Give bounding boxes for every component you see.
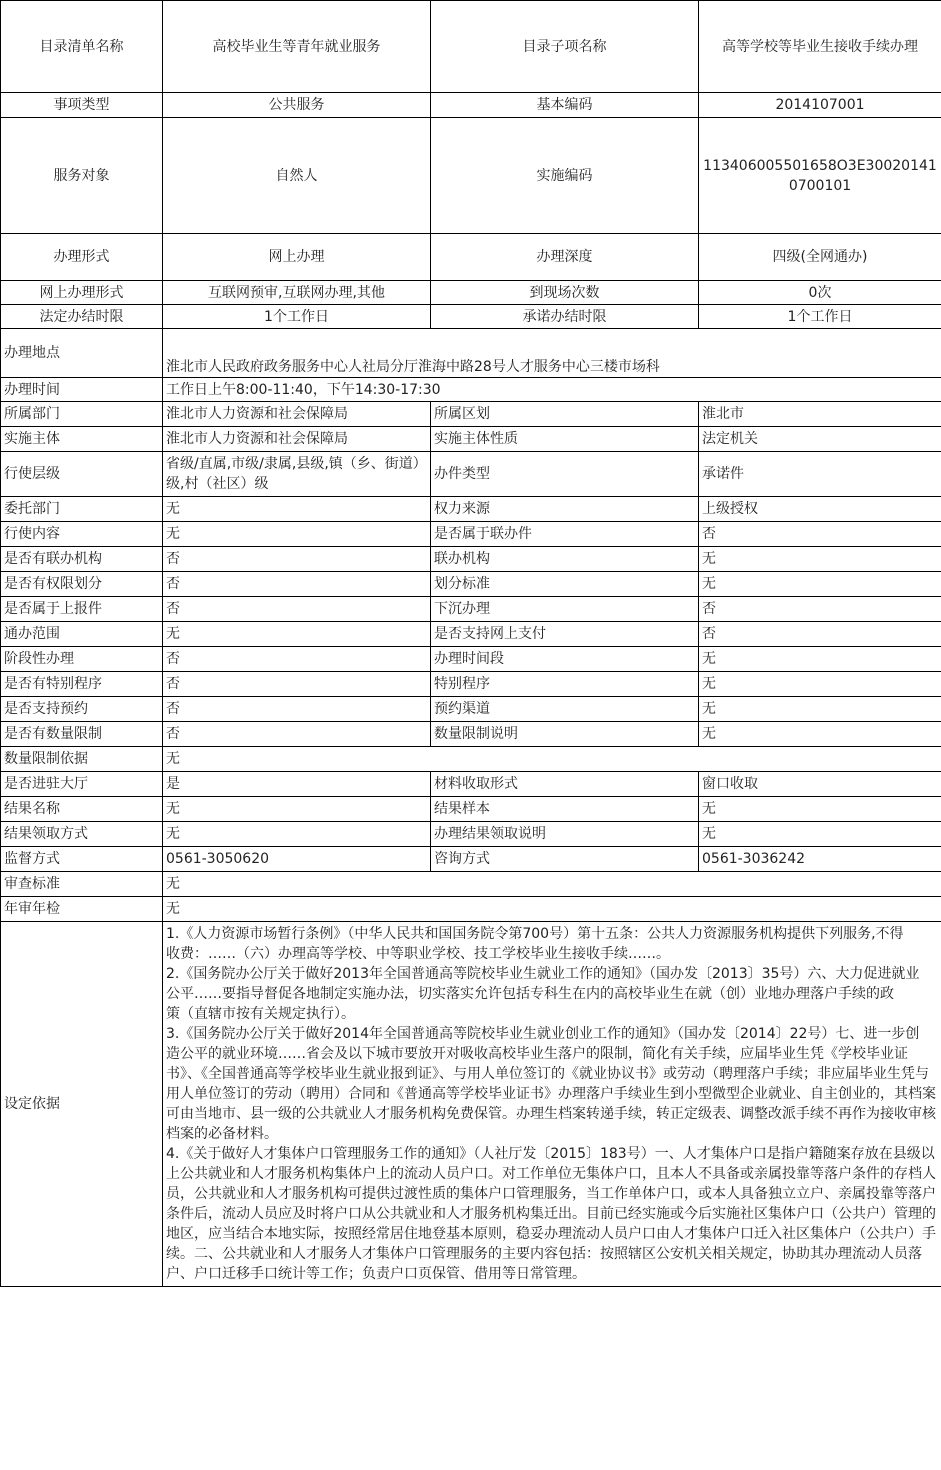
sub-item-name-value: 高等学校等毕业生接收手续办理 [699, 1, 941, 93]
field-label: 是否属于联办件 [431, 522, 699, 547]
onsite-visits-label: 到现场次数 [431, 281, 699, 305]
field-label: 是否进驻大厅 [1, 772, 163, 797]
implementation-code-value: 113406005501658О3E30020141 0700101 [699, 118, 941, 234]
table-row [1, 547, 941, 572]
field-label: 所属部门 [1, 402, 163, 427]
basis-paragraph: 1.《人力资源市场暂行条例》（中华人民共和国国务院令第700号）第十五条：公共人力资源服务机构提供下列服务,不得 [166, 926, 904, 942]
field-label: 数量限制说明 [431, 722, 699, 747]
table-row [1, 522, 941, 547]
field-label: 实施主体性质 [431, 427, 699, 452]
handling-depth-value: 四级(全网通办) [699, 234, 941, 281]
table-row [1, 597, 941, 622]
handling-form-value: 网上办理 [163, 234, 431, 281]
legal-basis-value [163, 922, 941, 1287]
sub-item-name-label: 目录子项名称 [431, 1, 699, 93]
field-value: 0561-3050620 [163, 847, 431, 872]
field-label: 实施主体 [1, 427, 163, 452]
table-row [1, 427, 941, 452]
basis-paragraph: 造公平的就业环境……省会及以下城市要放开对吸收高校毕业生落户的限制，简化有关手续，应届毕业生凭《学校毕业证书》、《全国普通高等学校毕业生就业报到证》、与用人单位签订的《就业协议书》或劳动（聘理落户手续；非应届毕业生凭与用人单位签订的劳动（聘用）合同和《普通高等学校毕业证书》办理落户手续业生到小型微型企业就业、自主创业的，其档案可由当地市、县一级的公共就业人才服务机构免费保管。办理生档案转递手续，转正定级表、调整改派手续不再作为接收审核档案的必备材料。 [166, 1046, 936, 1142]
item-type-label: 事项类型 [1, 93, 163, 118]
table-row [1, 672, 941, 697]
table-row [1, 872, 941, 897]
field-value: 否 [163, 697, 431, 722]
field-label: 权力来源 [431, 497, 699, 522]
review-standard-value: 无 [163, 872, 941, 897]
field-label: 是否支持预约 [1, 697, 163, 722]
field-label: 结果样本 [431, 797, 699, 822]
field-label: 预约渠道 [431, 697, 699, 722]
field-label: 阶段性办理 [1, 647, 163, 672]
promised-time-limit-value: 1个工作日 [699, 305, 941, 329]
field-value: 无 [699, 822, 941, 847]
basis-paragraph: 2.《国务院办公厅关于做好2013年全国普通高等院校毕业生就业工作的通知》（国办发〔2013〕35号）六、大力促进就业 [166, 966, 920, 982]
field-value: 否 [163, 722, 431, 747]
field-label: 特别程序 [431, 672, 699, 697]
field-label: 通办范围 [1, 622, 163, 647]
table-row [1, 822, 941, 847]
field-value: 否 [163, 547, 431, 572]
field-value: 无 [163, 822, 431, 847]
table-row [1, 93, 941, 118]
field-label: 结果领取方式 [1, 822, 163, 847]
basis-paragraph: 收费：……（六）办理高等学校、中等职业学校、技工学校毕业生接收手续……。 [166, 946, 670, 962]
field-value: 无 [699, 572, 941, 597]
table-row [1, 329, 941, 378]
handling-form-label: 办理形式 [1, 234, 163, 281]
service-target-value: 自然人 [163, 118, 431, 234]
basic-code-value: 2014107001 [699, 93, 941, 118]
field-label: 行使层级 [1, 452, 163, 497]
field-label: 所属区划 [431, 402, 699, 427]
legal-time-limit-value: 1个工作日 [163, 305, 431, 329]
field-label: 结果名称 [1, 797, 163, 822]
quota-basis-value: 无 [163, 747, 941, 772]
table-row [1, 497, 941, 522]
hours-value: 工作日上午8:00-11:40，下午14:30-17:30 [163, 378, 941, 402]
field-value: 无 [163, 522, 431, 547]
field-value: 无 [163, 797, 431, 822]
field-label: 办理结果领取说明 [431, 822, 699, 847]
field-value: 法定机关 [699, 427, 941, 452]
hours-label: 办理时间 [1, 378, 163, 402]
field-value: 否 [699, 622, 941, 647]
basis-paragraph: 公平……要指导督促各地制定实施办法，切实落实允许包括专科生在内的高校毕业生在就（创）业地办理落户手续的政 [166, 986, 894, 1002]
basis-paragraph: 3.《国务院办公厅关于做好2014年全国普通高等院校毕业生就业创业工作的通知》（国办发〔2014〕22号）七、进一步创 [166, 1026, 920, 1042]
table-row [1, 281, 941, 305]
field-label: 办件类型 [431, 452, 699, 497]
online-form-label: 网上办理形式 [1, 281, 163, 305]
table-row [1, 847, 941, 872]
basis-paragraph: 策（直辖市按有关规定执行）。 [166, 1006, 355, 1022]
field-label: 办理时间段 [431, 647, 699, 672]
field-value: 无 [699, 797, 941, 822]
field-value: 否 [163, 672, 431, 697]
field-label: 行使内容 [1, 522, 163, 547]
promised-time-limit-label: 承诺办结时限 [431, 305, 699, 329]
field-label: 是否有数量限制 [1, 722, 163, 747]
field-label: 联办机构 [431, 547, 699, 572]
field-label: 监督方式 [1, 847, 163, 872]
table-row [1, 378, 941, 402]
field-label: 是否有权限划分 [1, 572, 163, 597]
handling-depth-label: 办理深度 [431, 234, 699, 281]
field-value: 否 [699, 522, 941, 547]
field-label: 是否支持网上支付 [431, 622, 699, 647]
field-value: 否 [163, 647, 431, 672]
field-value: 否 [163, 572, 431, 597]
field-value: 无 [699, 722, 941, 747]
field-label: 是否属于上报件 [1, 597, 163, 622]
service-target-label: 服务对象 [1, 118, 163, 234]
field-value: 否 [163, 597, 431, 622]
field-label: 下沉办理 [431, 597, 699, 622]
catalog-name-value: 高校毕业生等青年就业服务 [163, 1, 431, 93]
field-value: 无 [699, 647, 941, 672]
field-label: 是否有特别程序 [1, 672, 163, 697]
table-row [1, 118, 941, 234]
annual-inspection-value: 无 [163, 897, 941, 922]
legal-time-limit-label: 法定办结时限 [1, 305, 163, 329]
field-value: 省级/直属,市级/隶属,县级,镇（乡、街道）级,村（社区）级 [163, 452, 431, 497]
field-value: 无 [699, 697, 941, 722]
onsite-visits-value: 0次 [699, 281, 941, 305]
basic-code-label: 基本编码 [431, 93, 699, 118]
field-value: 窗口收取 [699, 772, 941, 797]
legal-basis-label: 设定依据 [1, 922, 163, 1287]
field-label: 是否有联办机构 [1, 547, 163, 572]
table-row [1, 897, 941, 922]
field-value: 无 [163, 622, 431, 647]
field-value: 否 [699, 597, 941, 622]
address-value: 淮北市人民政府政务服务中心人社局分厅淮海中路28号人才服务中心三楼市场科 [163, 329, 941, 378]
annual-inspection-label: 年审年检 [1, 897, 163, 922]
field-label: 咨询方式 [431, 847, 699, 872]
table-row [1, 797, 941, 822]
table-row [1, 747, 941, 772]
table-row [1, 772, 941, 797]
field-value: 0561-3036242 [699, 847, 941, 872]
item-type-value: 公共服务 [163, 93, 431, 118]
table-row [1, 452, 941, 497]
table-row [1, 922, 941, 1287]
field-value: 淮北市人力资源和社会保障局 [163, 402, 431, 427]
catalog-name-label: 目录清单名称 [1, 1, 163, 93]
online-form-value: 互联网预审,互联网办理,其他 [163, 281, 431, 305]
field-value: 无 [163, 497, 431, 522]
table-row [1, 234, 941, 281]
field-value: 上级授权 [699, 497, 941, 522]
review-standard-label: 审查标准 [1, 872, 163, 897]
table-row [1, 722, 941, 747]
field-value: 是 [163, 772, 431, 797]
table-row [1, 305, 941, 329]
basis-paragraph: 4.《关于做好人才集体户口管理服务工作的通知》（人社厅发〔2015〕183号）一、人才集体户口是指户籍随案存放在县级以上公共就业和人才服务机构集体户上的流动人员户口。对工作单位无集体户口，且本人不具备或亲属投靠等落户条件的存档人员，公共就业和人才服务机构可提供过渡性质的集体户口管理服务，当工作单体户口，或本人具备独立立户、亲属投靠等落户条件后，流动人员应及时将户口从公共就业和人才服务机构集迁出。目前已经实施或今后实施社区集体户口（公共户）管理的地区，应当结合本地实际，按照经常居住地登基本原则，稳妥办理流动人员户口由人才集体户口迁入社区集体户（公共户）手续。二、公共就业和人才服务人才集体户口管理服务的主要内容包括：按照辖区公安机关相关规定，协助其办理流动人员落户、户口迁移手口统计等工作；负责户口页保管、借用等日常管理。 [166, 1146, 936, 1282]
quota-basis-label: 数量限制依据 [1, 747, 163, 772]
implementation-code-label: 实施编码 [431, 118, 699, 234]
field-value: 承诺件 [699, 452, 941, 497]
field-label: 委托部门 [1, 497, 163, 522]
address-label: 办理地点 [1, 329, 163, 378]
field-value: 无 [699, 547, 941, 572]
field-value: 淮北市人力资源和社会保障局 [163, 427, 431, 452]
table-row [1, 647, 941, 672]
table-row [1, 622, 941, 647]
field-label: 材料收取形式 [431, 772, 699, 797]
field-value: 淮北市 [699, 402, 941, 427]
table-row [1, 572, 941, 597]
field-label: 划分标准 [431, 572, 699, 597]
table-row [1, 402, 941, 427]
table-row [1, 697, 941, 722]
field-value: 无 [699, 672, 941, 697]
table-row [1, 1, 941, 93]
